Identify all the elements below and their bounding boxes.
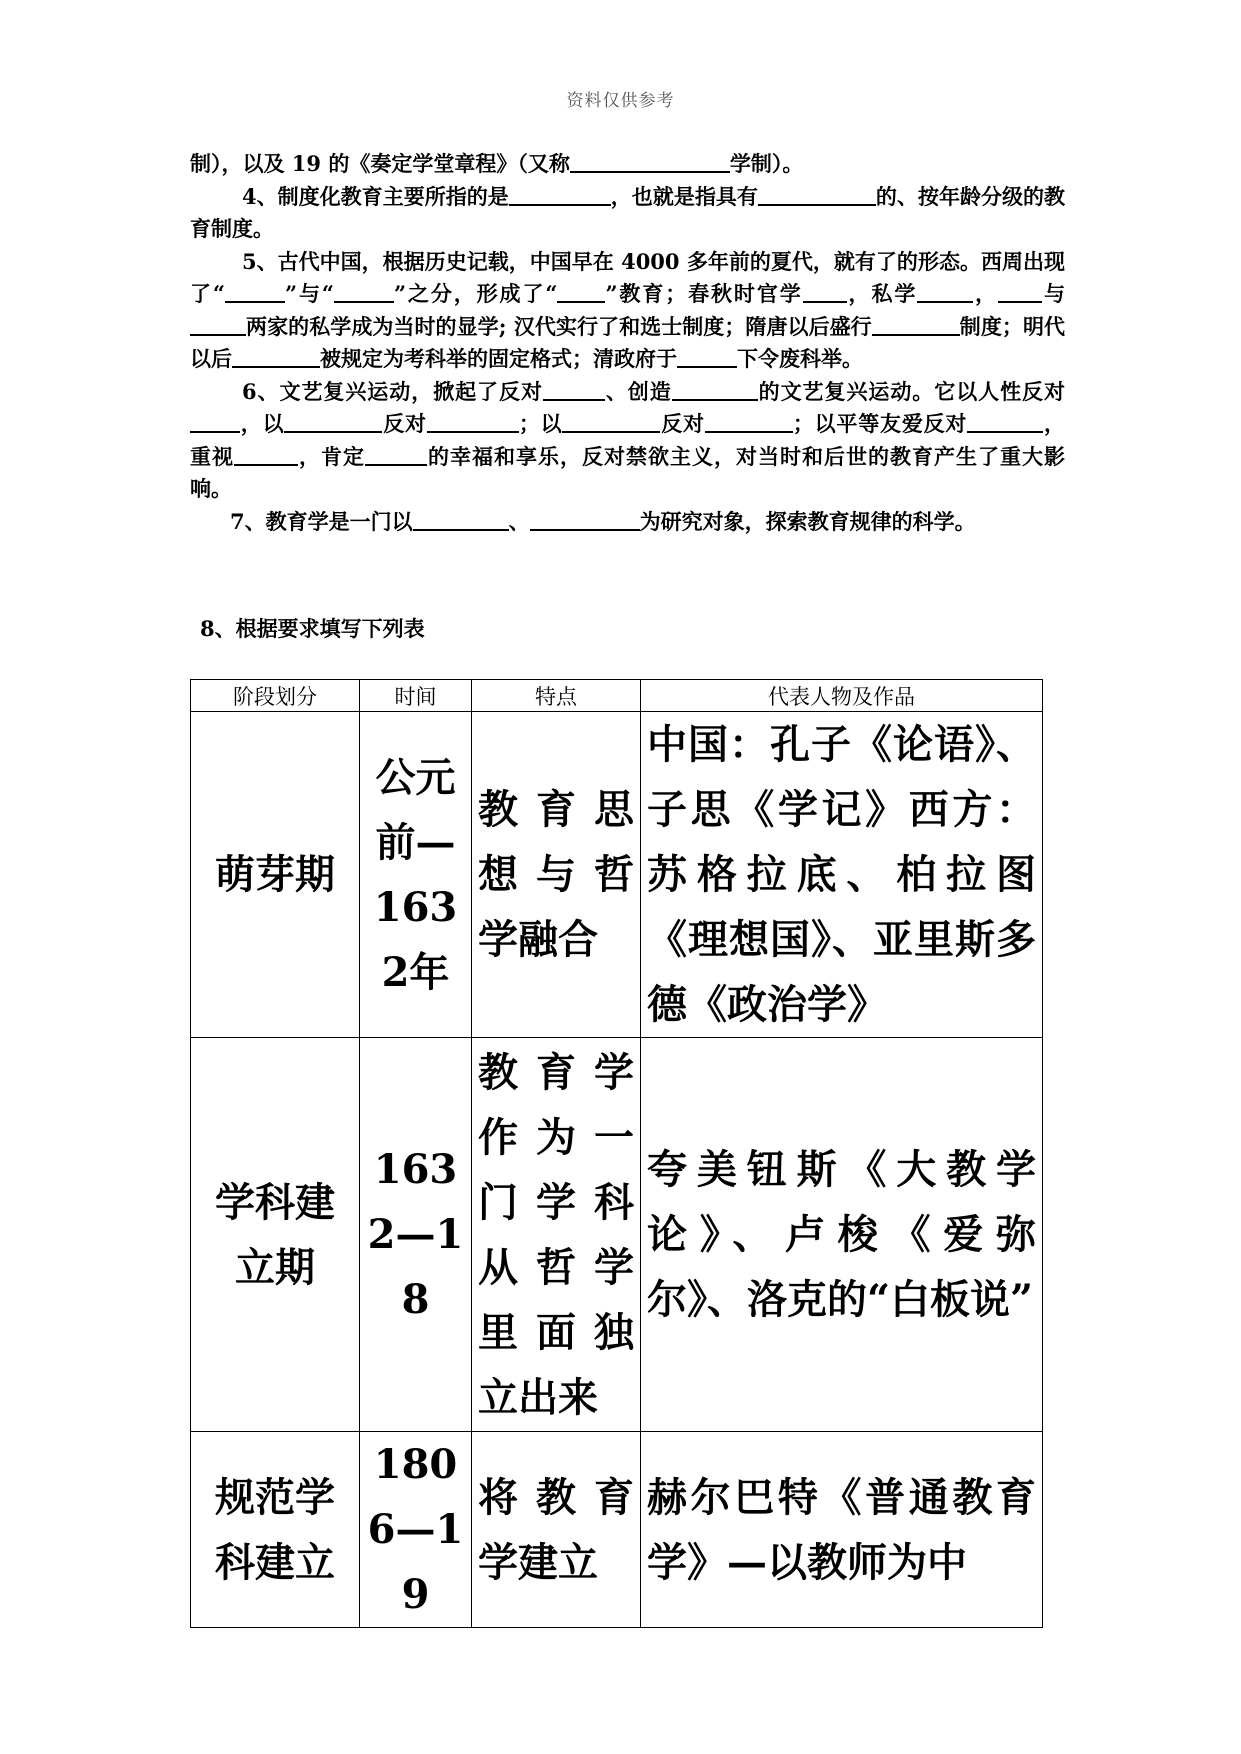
page-header: 资料仅供参考 [566, 91, 675, 111]
feature-cell: 教育学作为一门学科从哲学里面独立出来 [472, 1038, 641, 1432]
answer-blank[interactable] [557, 281, 605, 303]
time-cell: 1806—19 [360, 1432, 472, 1628]
column-header-stage: 阶段划分 [191, 680, 360, 712]
answer-blank[interactable] [672, 379, 758, 401]
answer-blank[interactable] [872, 314, 960, 336]
answer-blank[interactable] [190, 314, 246, 336]
section-8-title: 8、根据要求填写下列表 [200, 616, 425, 641]
answer-blank[interactable] [284, 411, 382, 433]
answer-blank[interactable] [758, 184, 876, 206]
stage-cell: 萌芽期 [191, 712, 360, 1038]
paragraph-3-tail: 制），以及 19 的《奏定学堂章程》（又称 学制）。 [190, 151, 804, 176]
answer-blank[interactable] [509, 184, 611, 206]
answer-blank[interactable] [234, 444, 298, 466]
paragraph-4: 4、制度化教育主要所指的是 ，也就是指具有 的、按年龄分级的教育制度。 [190, 183, 1066, 241]
column-header-feature: 特点 [472, 680, 641, 712]
answer-blank[interactable] [803, 281, 847, 303]
answer-blank[interactable] [705, 411, 793, 433]
answer-blank[interactable] [225, 281, 285, 303]
feature-cell: 教育思想与哲学融合 [472, 712, 641, 1038]
stage-cell: 规范学科建立 [191, 1432, 360, 1628]
column-header-representative: 代表人物及作品 [641, 680, 1043, 712]
answer-blank[interactable] [530, 509, 640, 531]
paragraph-6: 6、文艺复兴运动，掀起了反对 、创造 的文艺复兴运动。它以人性反对，以 反对 ；以 反对 ；以平等友爱反对 ，重视 ，肯定 的幸福和享乐，反对禁欲主义，对当时和后世的教育产生了重大影响。 [190, 378, 1066, 501]
answer-blank[interactable] [365, 444, 427, 466]
table-row [191, 712, 1043, 1038]
column-header-time: 时间 [360, 680, 472, 712]
answer-blank[interactable] [190, 411, 240, 433]
answer-blank[interactable] [543, 379, 605, 401]
body-text [190, 148, 1065, 538]
answer-blank[interactable] [334, 281, 394, 303]
answer-blank[interactable] [677, 346, 737, 368]
feature-cell: 将教育学建立 [472, 1432, 641, 1628]
table-header-row [191, 680, 1043, 712]
representative-cell: 夸美钮斯《大教学论》、卢梭《爱弥尔》、洛克的“白板说” [641, 1038, 1043, 1432]
education-history-table [190, 679, 1043, 1628]
answer-blank[interactable] [562, 411, 660, 433]
answer-blank[interactable] [917, 281, 973, 303]
stage-cell: 学科建立期 [191, 1038, 360, 1432]
table-row [191, 1432, 1043, 1628]
paragraph-7: 7、教育学是一门以 、 为研究对象，探索教育规律的科学。 [230, 508, 976, 534]
time-cell: 公元前—1632年 [360, 712, 472, 1038]
answer-blank[interactable] [998, 281, 1042, 303]
answer-blank[interactable] [413, 509, 509, 531]
answer-blank[interactable] [570, 151, 730, 173]
answer-blank[interactable] [427, 411, 519, 433]
table-row [191, 1038, 1043, 1432]
representative-cell: 赫尔巴特《普通教育学》—以教师为中 [641, 1432, 1043, 1628]
representative-cell: 中国：孔子《论语》、子思《学记》西方：苏格拉底、柏拉图《理想国》、亚里斯多德《政治学》 [641, 712, 1043, 1038]
answer-blank[interactable] [232, 346, 320, 368]
answer-blank[interactable] [967, 411, 1043, 433]
paragraph-5: 5、古代中国，根据历史记载，中国早在 4000 多年前的夏代，就有了的形态。西周出现了“ ”与“ ”之分，形成了“ ”教育；春秋时官学 ，私学 ， 与两家的私学成为当时的显学; 汉代实行了和选士制度；隋唐以后盛行 制度；明代以后 被规定为考科举的固定格式；清政府于 下令废科举。 [190, 248, 1066, 371]
time-cell: 1632—18 [360, 1038, 472, 1432]
